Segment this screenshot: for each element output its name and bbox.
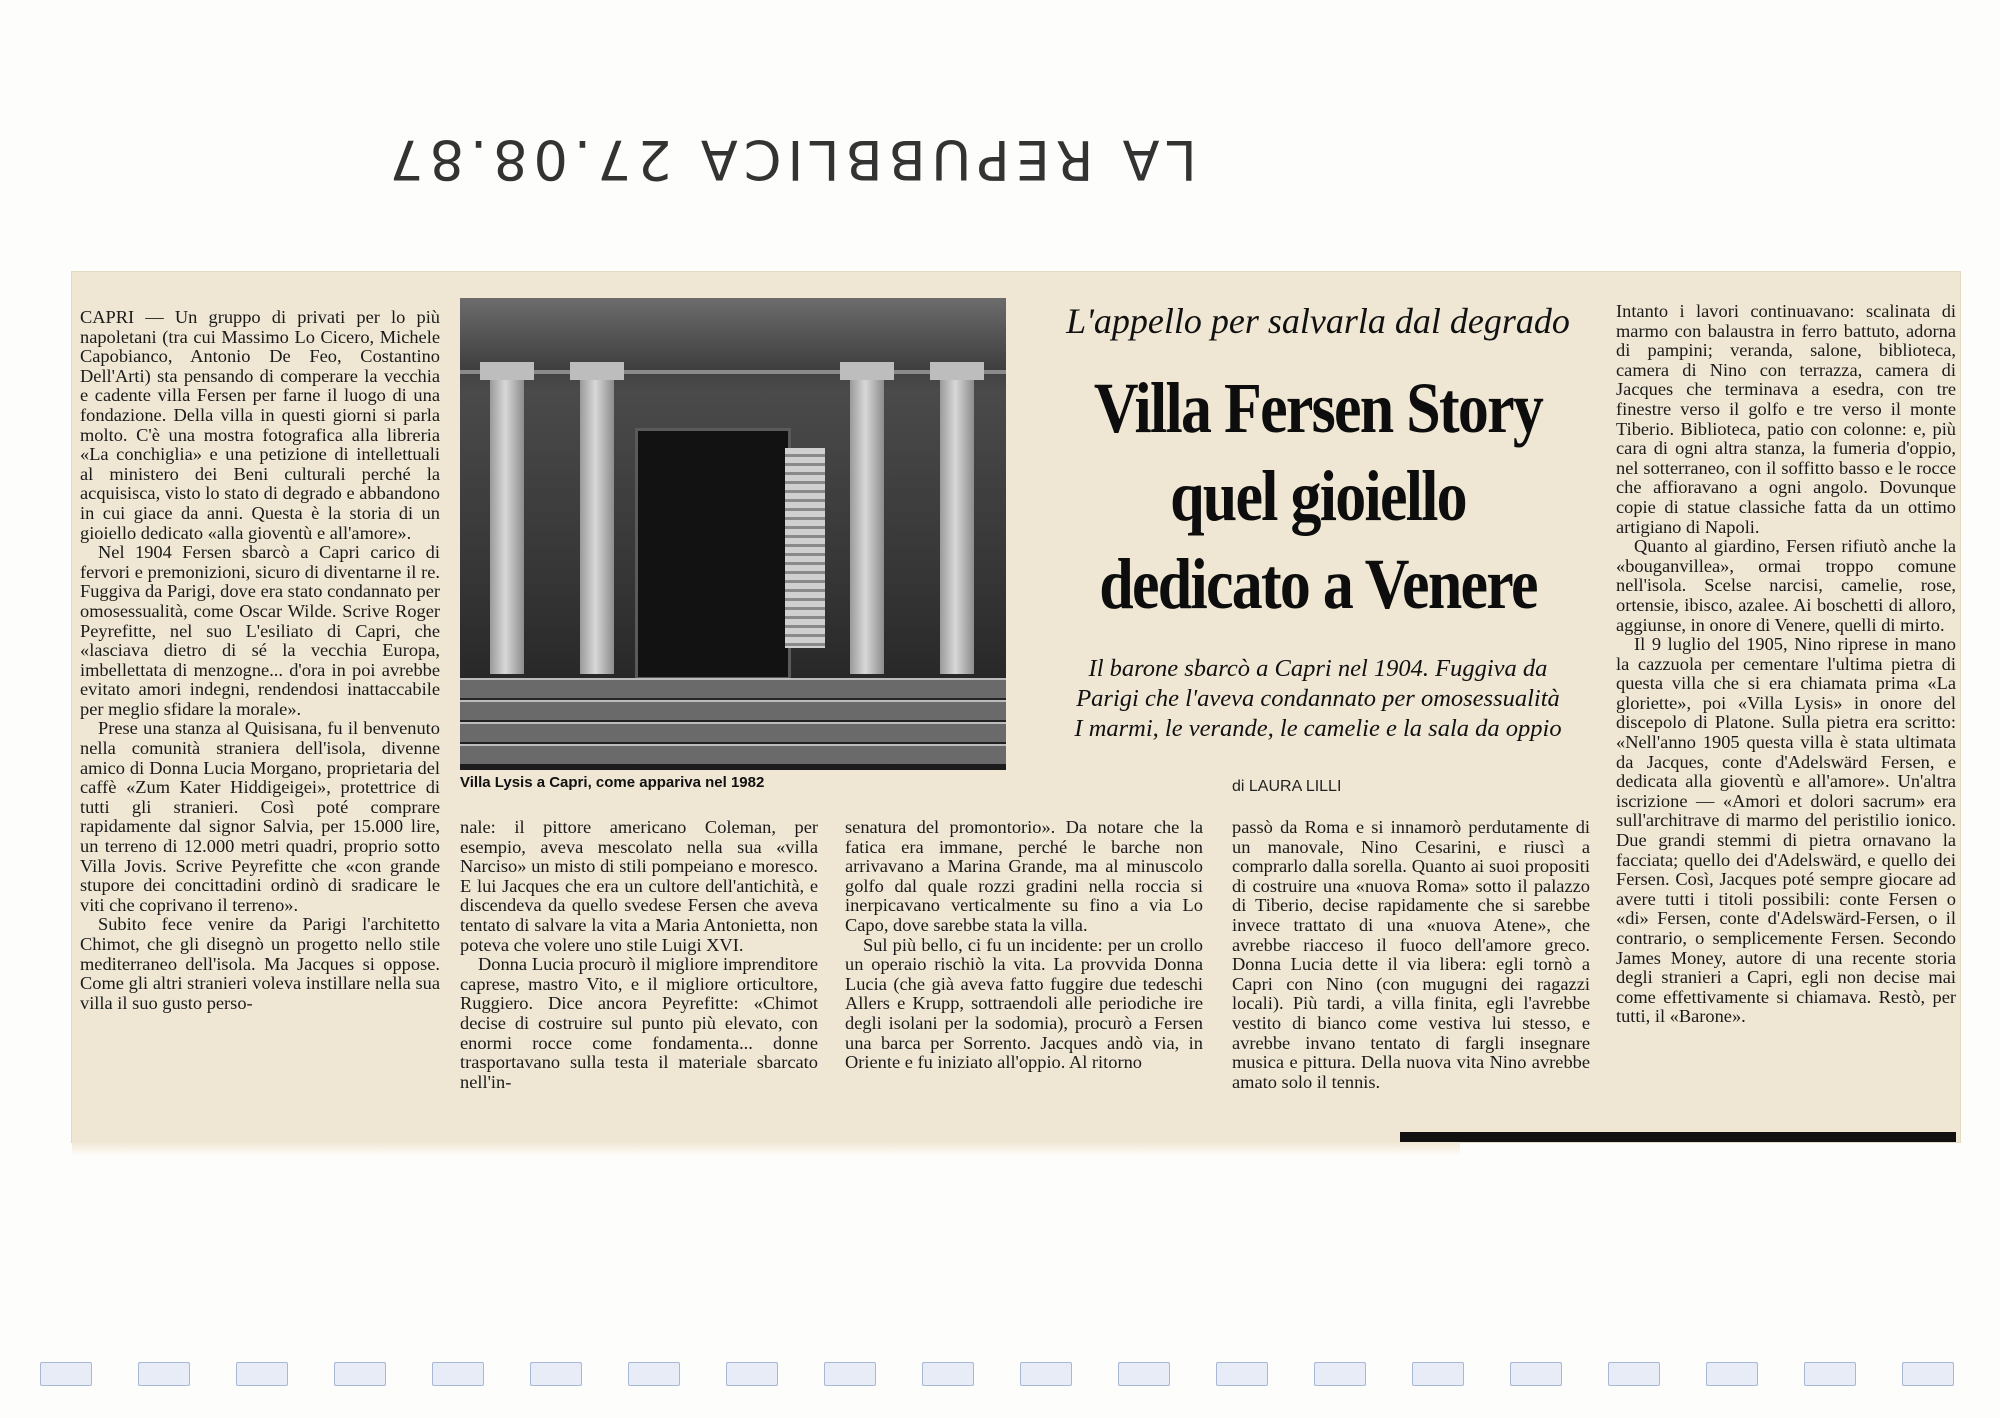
binder-hole bbox=[1804, 1362, 1856, 1386]
binder-hole bbox=[1510, 1362, 1562, 1386]
binder-hole bbox=[1118, 1362, 1170, 1386]
paragraph: Nel 1904 Fersen sbarcò a Capri carico di fervori e premonizioni, sicuro di diventarne il re. Fuggiva da Parigi, dove era stato condannato per omosessualità, come Oscar Wilde. Scrive Roger Peyrefitte, nel suo L'esiliato di Capri, che «lasciava dietro di sé la vecchia Europa, imbellettata di menzogne... d'ora in poi avrebbe evitato amori indegni, rendendosi inattaccabile per meglio sfidare la morale». bbox=[80, 542, 440, 719]
paragraph: Sul più bello, ci fu un incidente: per un crollo un operaio rischiò la vita. La provvida Donna Lucia (che già aveva fatto fuggire due tedeschi Allers e Krupp, sottraendoli alle periodiche ire degli isolani per la sodomia), procurò a Fersen una barca per Sorrento. Jacques andò via, in Oriente e fu iniziato all'oppio. Al ritorno bbox=[845, 934, 1203, 1073]
binder-hole bbox=[334, 1362, 386, 1386]
headline-line: Villa Fersen Story bbox=[1093, 368, 1543, 448]
binder-hole bbox=[1314, 1362, 1366, 1386]
headline-line: quel gioiello bbox=[1170, 456, 1466, 536]
headline-line: dedicato a Venere bbox=[1099, 544, 1537, 624]
article-column-5 bbox=[1616, 302, 1956, 1138]
binder-hole bbox=[824, 1362, 876, 1386]
deck-line: Il barone sbarcò a Capri nel 1904. Fuggiva da bbox=[1088, 655, 1548, 682]
binder-hole bbox=[1020, 1362, 1072, 1386]
paragraph: nale: il pittore americano Coleman, per esempio, aveva mescolato nella sua «villa Narciso» un misto di stili pompeiano e moresco. E lui Jacques che era un cultore dell'antichità, e discendeva da quello svedese Fersen che aveva tentato di salvare la vita a Maria Antonietta, non poteva che volere uno stile Luigi XVI. bbox=[460, 817, 818, 955]
binder-hole bbox=[922, 1362, 974, 1386]
binder-hole bbox=[236, 1362, 288, 1386]
article-column-2 bbox=[460, 818, 818, 1138]
article-byline: di LAURA LILLI bbox=[1232, 778, 1342, 795]
article-column-3 bbox=[845, 818, 1203, 1138]
article-kicker: L'appello per salvarla dal degrado bbox=[1066, 301, 1570, 341]
paragraph: CAPRI — Un gruppo di privati per lo più napoletani (tra cui Massimo Lo Cicero, Michele Capobianco, Antonio De Feo, Costantino Dell'Arti) sta pensando di comperare la vecchia e cadente villa Fersen per farne il luogo di una fondazione. Della villa in questi giorni si parla molto. C'è una mostra fotografica alla libreria «La conchiglia» e una petizione di intellettuali al ministero dei Beni culturali perché la acquisisca, visto lo stato di degrado e abbandono in cui giace da anni. Questa è la storia di un gioiello dedicato «alla gioventù e all'amore». bbox=[80, 307, 440, 543]
photo-step bbox=[460, 700, 1006, 720]
binder-hole bbox=[1216, 1362, 1268, 1386]
photo-column bbox=[850, 374, 884, 674]
binder-holes bbox=[40, 1362, 1960, 1392]
paragraph: senatura del promontorio». Da notare che la fatica era immane, perché le barche non arrivavano a Marina Grande, ma al minuscolo golfo dal quale rozzi gradini nella roccia si inerpicavano verticalmente su fino a via Lo Capo, dove sarebbe stata la villa. bbox=[845, 817, 1203, 935]
binder-hole bbox=[1706, 1362, 1758, 1386]
photo-entablature bbox=[460, 298, 1006, 374]
villa-lysis-photo bbox=[460, 298, 1006, 770]
article-column-4 bbox=[1232, 818, 1590, 1138]
binder-hole bbox=[1412, 1362, 1464, 1386]
photo-shutter bbox=[785, 448, 825, 648]
deck-line: Parigi che l'aveva condannato per omosessualità bbox=[1076, 685, 1560, 712]
handwritten-source-note: LA REPUBBLICA 27.08.87 bbox=[383, 128, 1197, 192]
paragraph: Donna Lucia procurò il migliore imprenditore caprese, mastro Vito, e il migliore orticultore, Ruggiero. Dice ancora Peyrefitte: «Chimot decise di costruire sul punto più elevato, con enormi rocce come fondamenta... donne trasportavano sulla testa il materiale sbarcato nell'in- bbox=[460, 954, 818, 1092]
photo-caption: Villa Lysis a Capri, come appariva nel 1982 bbox=[460, 774, 765, 791]
binder-hole bbox=[1608, 1362, 1660, 1386]
article-deck bbox=[1020, 654, 1616, 744]
paragraph: Subito fece venire da Parigi l'architetto Chimot, che gli disegnò un progetto nello stile mediterraneo dell'isola. Ma Jacques si oppose. Come gli altri stranieri voleva instillare nella sua villa il suo gusto perso- bbox=[80, 914, 440, 1013]
photo-column bbox=[580, 374, 614, 674]
article-headline bbox=[1062, 364, 1575, 628]
binder-hole bbox=[432, 1362, 484, 1386]
binder-hole bbox=[138, 1362, 190, 1386]
paragraph: Intanto i lavori continuavano: scalinata di marmo con balaustra in ferro battuto, adorna di pampini; veranda, salone, biblioteca, camera di Nino con terrazza, camera di Jacques che terminava a esedra, con tre finestre verso il golfo e tre verso il monte Tiberio. Biblioteca, patio con colonne: e, più cara di ogni altra stanza, la fumeria d'oppio, nel sotterraneo, con il soffitto basso e le rocce che affioravano a ogni angolo. Dovunque copie di statue classiche fatta da un ottimo artigiano di Napoli. bbox=[1616, 301, 1956, 537]
photo-step bbox=[460, 678, 1006, 698]
paragraph: passò da Roma e si innamorò perdutamente di un manovale, Nino Cesarini, e riuscì a comprarlo dalla sorella. Quanto ai suoi propositi di costruire una «nuova Roma» sotto il palazzo di Tiberio, decise rapidamente che si sarebbe invece trattato di una «nuova Atene», che avrebbe riacceso il fuoco dell'amore greco. Donna Lucia dette il via libera: egli tornò a Capri con Nino (con mugugni dei ragazzi locali). Più tardi, a villa finita, egli l'avrebbe vestito di bianco come vestiva lui stesso, e avrebbe invano tentato di fargli insegnare musica e pittura. Della nuova vita Nino avrebbe amato solo il tennis. bbox=[1232, 817, 1590, 1092]
photo-column bbox=[490, 374, 524, 674]
photo-doorway bbox=[635, 428, 791, 680]
binder-hole bbox=[40, 1362, 92, 1386]
binder-hole bbox=[530, 1362, 582, 1386]
photo-step bbox=[460, 722, 1006, 742]
article-column-1 bbox=[80, 308, 440, 1138]
binder-hole bbox=[628, 1362, 680, 1386]
photo-column bbox=[940, 374, 974, 674]
binder-hole bbox=[726, 1362, 778, 1386]
deck-line: I marmi, le verande, le camelie e la sala da oppio bbox=[1074, 715, 1562, 742]
paragraph: Il 9 luglio del 1905, Nino riprese in mano la cazzuola per cementare l'ultima pietra di questa villa che si era chiamata prima «La gloriette», poi «Villa Lysis» in onore del discepolo di Platone. Sulla pietra era scritto: «Nell'anno 1905 questa villa è stata ultimata da Jacques, conte d'Adelswärd Fersen, e dedicata alla gioventù e all'amore». Un'altra iscrizione — «Amori et dolori sacrum» era sull'architrave di marmo del peristilio ionico. Due grandi stemmi di pietra ornavano la facciata; quello dei d'Adelswärd, e quello dei Fersen. Così, Jacques poté sempre giocare ad avere tutti i titoli possibili: conte Fersen o «di» Fersen, conte d'Adelswärd-Fersen, o il contrario, o semplicemente Fersen. Secondo James Money, autore di una recente storia degli stranieri a Capri, egli non decise mai come effettivamente si chiamava. Restò, per tutti, il «Barone». bbox=[1616, 634, 1956, 1027]
section-rule bbox=[1400, 1132, 1956, 1142]
paragraph: Quanto al giardino, Fersen rifiutò anche la «bouganvillea», ormai troppo comune nell'isola. Scelse narcisi, camelie, rose, ortensie, ibisco, azalee. Ai boschetti di alloro, aggiunse, in onore di Venere, quelli di mirto. bbox=[1616, 536, 1956, 635]
paragraph: Prese una stanza al Quisisana, fu il benvenuto nella comunità straniera dell'isola, divenne amico di Donna Lucia Morgano, proprietaria del caffè «Zum Kater Hiddigeigei», protettrice di tutti gli stranieri. Così poté comprare rapidamente dal signor Salvia, per 15.000 lire, un terreno di 12.000 metri quadri, proprio sotto Villa Jovis. Scrive Peyrefitte che «con grande stupore dei concittadini ordinò di sradicare le viti che coprivano il terreno». bbox=[80, 718, 440, 915]
photo-step bbox=[460, 744, 1006, 764]
binder-hole bbox=[1902, 1362, 1954, 1386]
